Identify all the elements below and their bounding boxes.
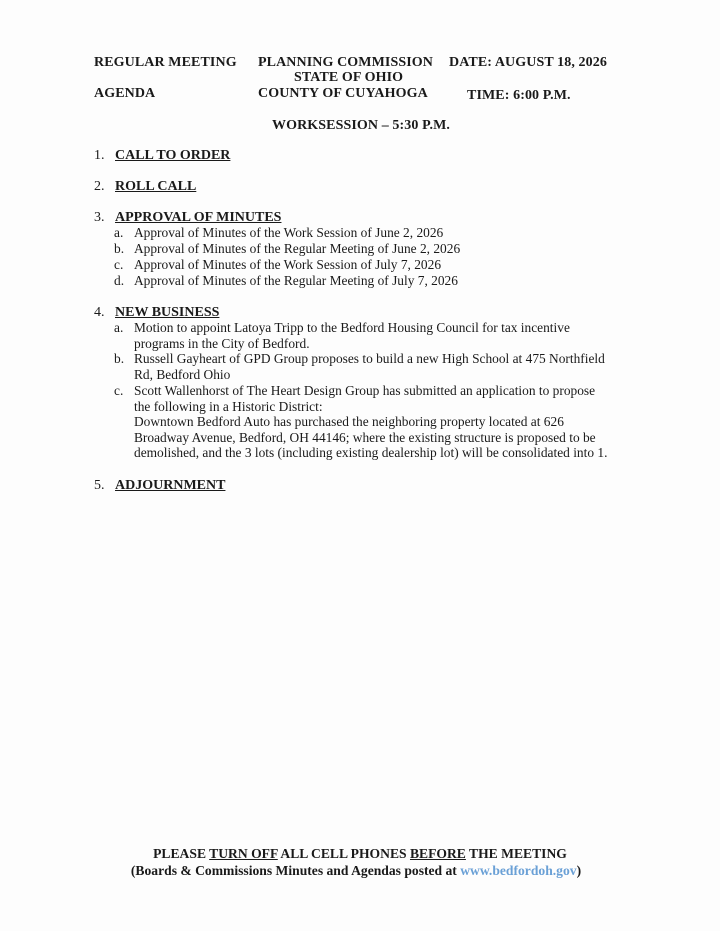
section-call-to-order: [94, 146, 230, 164]
section-number: 3.: [94, 210, 105, 225]
list-item: a. Motion to appoint Latoya Tripp to the Bedford Housing Council for tax incentive programs in the City of Bedford.: [114, 320, 570, 351]
footer-posting-note: (Boards & Commissions Minutes and Agendas posted at www.bedfordoh.gov): [130, 863, 582, 878]
section-adjournment: [94, 476, 225, 494]
doc-type: AGENDA: [94, 86, 156, 101]
section-number: 2.: [94, 179, 105, 194]
section-number: 4.: [94, 305, 105, 320]
state-name: STATE OF OHIO: [294, 70, 404, 85]
list-item: c. Scott Wallenhorst of The Heart Design Group has submitted an application to propose the following in a Historic District: Downtown Bedford Auto has purchased the neighboring property located at 626 Broadway Avenue, Bedford, OH 44146; where the existing structure is proposed to be demolished, and the 3 lots (including existing dealership lot) will be consolidated into 1.: [114, 383, 608, 461]
section-number: 5.: [94, 478, 105, 493]
section-title: NEW BUSINESS: [115, 305, 220, 320]
meeting-type: REGULAR MEETING: [94, 55, 237, 70]
meeting-date: DATE: AUGUST 18, 2026: [449, 55, 607, 70]
section-approval-of-minutes: [94, 208, 281, 226]
footer-notice: PLEASE TURN OFF ALL CELL PHONES BEFORE THE MEETING: [153, 846, 567, 861]
section-roll-call: [94, 177, 196, 195]
section-title: APPROVAL OF MINUTES: [115, 210, 282, 225]
website-link[interactable]: www.bedfordoh.gov: [460, 863, 577, 878]
section-number: 1.: [94, 148, 105, 163]
list-item: a. Approval of Minutes of the Work Session of June 2, 2026: [114, 225, 444, 240]
list-item: c. Approval of Minutes of the Work Session of July 7, 2026: [114, 257, 442, 272]
worksession-time: WORKSESSION – 5:30 P.M.: [272, 118, 450, 133]
meeting-time: TIME: 6:00 P.M.: [467, 88, 571, 103]
commission-name: PLANNING COMMISSION: [258, 55, 433, 70]
list-item: b. Approval of Minutes of the Regular Meeting of June 2, 2026: [114, 241, 461, 256]
section-new-business: [94, 303, 219, 321]
section-title: ROLL CALL: [115, 179, 197, 194]
county-name: COUNTY OF CUYAHOGA: [258, 86, 428, 101]
list-item: b. Russell Gayheart of GPD Group proposes to build a new High School at 475 Northfield Rd, Bedford Ohio: [114, 351, 605, 382]
section-title: CALL TO ORDER: [115, 148, 231, 163]
section-title: ADJOURNMENT: [115, 478, 226, 493]
list-item: d. Approval of Minutes of the Regular Meeting of July 7, 2026: [114, 273, 458, 288]
